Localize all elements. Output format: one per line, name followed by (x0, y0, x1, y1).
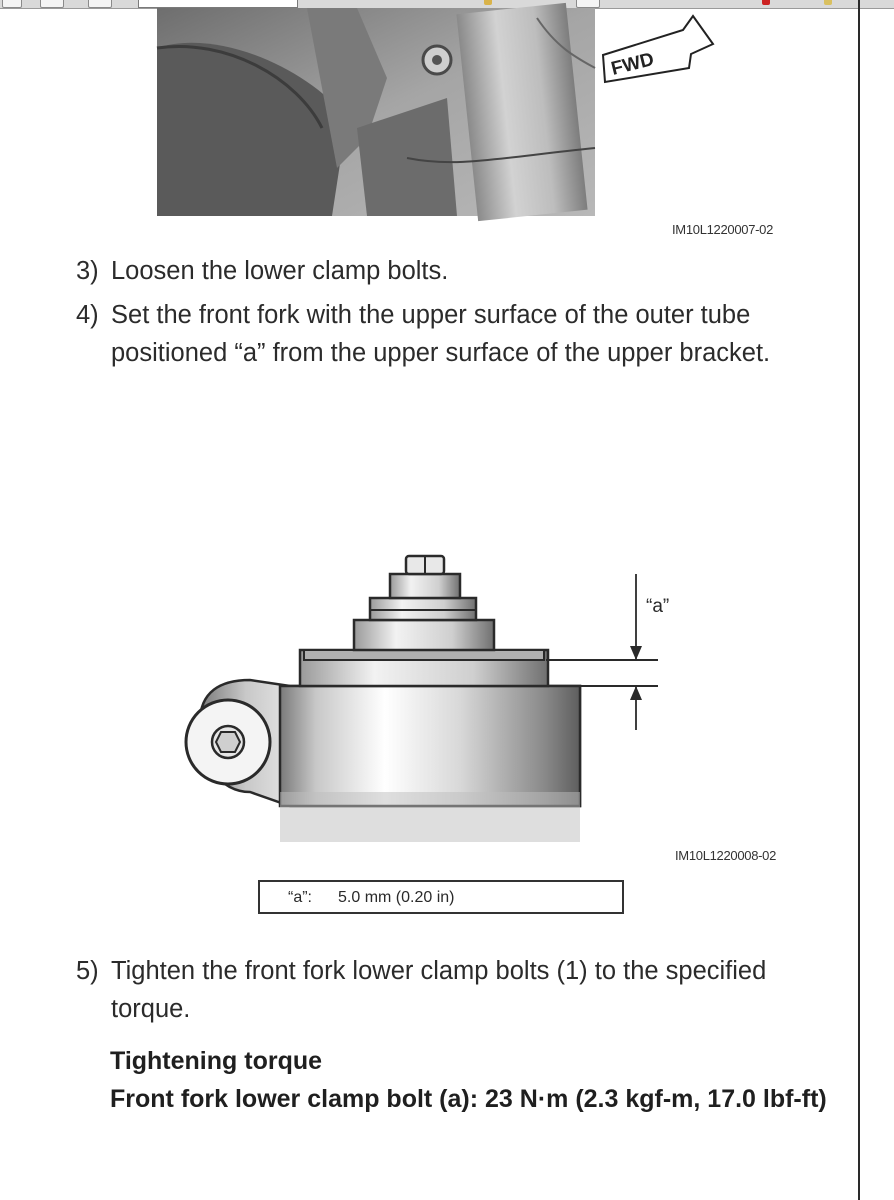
toolbar-button[interactable] (88, 0, 112, 8)
torque-value: Front fork lower clamp bolt (a): 23 N·m (2.3 kgf-m, 17.0 lbf-ft) (110, 1085, 827, 1113)
spec-key: “a”: (288, 889, 312, 906)
page-edge-line (858, 0, 860, 1200)
step-number: 4) (76, 301, 99, 329)
toolbar-icon[interactable] (484, 0, 492, 5)
step-number: 3) (76, 257, 99, 285)
toolbar-field[interactable] (138, 0, 298, 8)
figure-code-1: IM10L1220007-02 (672, 222, 774, 237)
spec-value: 5.0 mm (0.20 in) (338, 889, 455, 906)
toolbar-icon[interactable] (824, 0, 832, 5)
step-number: 5) (76, 957, 99, 985)
step-text: Tighten the front fork lower clamp bolts (1) to the specified torque. (111, 957, 767, 1023)
toolbar-button[interactable] (40, 0, 64, 8)
torque-heading: Tightening torque (110, 1047, 323, 1075)
fork-clamp-diagram (180, 552, 680, 848)
step-text: Set the front fork with the upper surface of the outer tube positioned “a” from the upper surface of the upper bracket. (111, 301, 771, 367)
figure-code-2: IM10L1220008-02 (675, 848, 777, 863)
toolbar-button[interactable] (576, 0, 600, 8)
spec-box (258, 880, 624, 914)
toolbar-icon[interactable] (762, 0, 770, 5)
fwd-label: FWD (609, 49, 657, 80)
fork-photo (157, 8, 657, 216)
step-text: Loosen the lower clamp bolts. (111, 257, 449, 285)
toolbar-button[interactable] (2, 0, 22, 8)
dimension-label-a: “a” (646, 596, 670, 617)
